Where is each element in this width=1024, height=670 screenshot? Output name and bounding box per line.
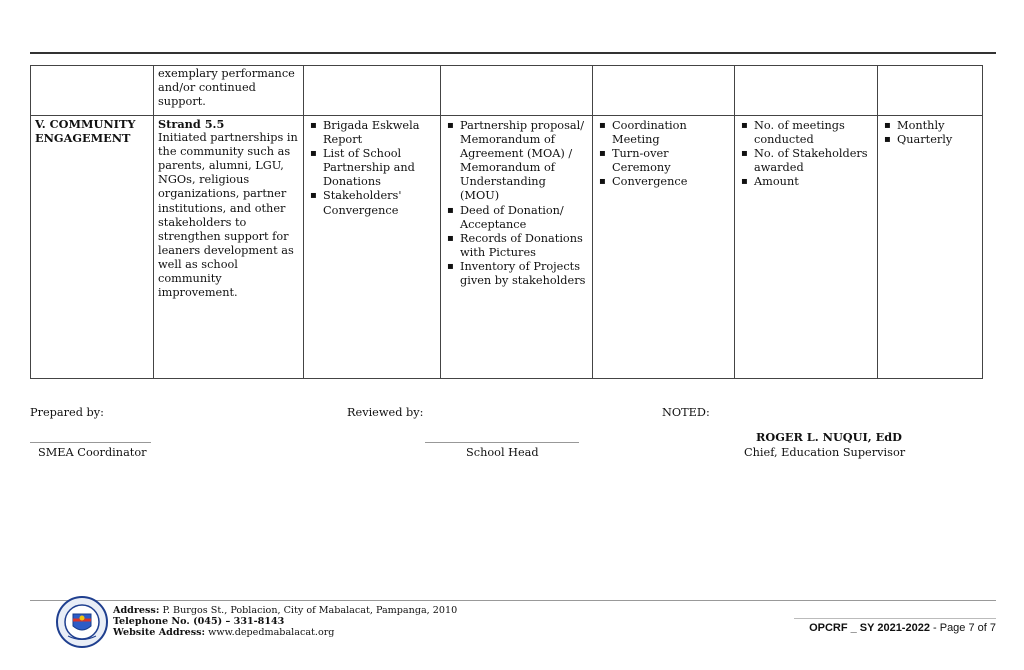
table-row [31, 66, 983, 116]
mov-cell [304, 66, 441, 116]
page-number: - Page 7 of 7 [929, 622, 996, 634]
noted-label: NOTED: [662, 406, 710, 419]
form-title: OPCRF _ SY 2021-2022 [809, 622, 930, 634]
reviewed-label: Reviewed by: [347, 406, 424, 419]
noted-name: ROGER L. NUQUI, EdD [756, 430, 902, 444]
reviewed-role: School Head [466, 446, 539, 459]
page-indicator [794, 618, 996, 637]
website-label: Website Address: [113, 627, 206, 638]
prepared-signature-line: ______________________ [30, 430, 151, 443]
list-item: ▪ List of School Partnership and Donations [308, 147, 436, 189]
doc-cell [441, 66, 593, 116]
frequency-cell [878, 66, 983, 116]
strand-cell [154, 116, 304, 379]
area-title: V. COMMUNITY ENGAGEMENT [35, 117, 136, 146]
indicator-list [739, 119, 873, 189]
telephone-text: Telephone No. (045) – 331-8143 [113, 616, 285, 627]
list-item: ▪ Amount [739, 175, 873, 189]
strand-text: exemplary performance and/or continued support. [158, 67, 295, 109]
kra-cell [31, 116, 154, 379]
list-item: ▪ Brigada Eskwela Report [308, 119, 436, 147]
list-item: ▪ Partnership proposal/ Memorandum of Agreement (MOA) / Memorandum of Understanding (MOU) [445, 119, 588, 204]
activity-cell [593, 116, 735, 379]
prepared-label: Prepared by: [30, 406, 104, 419]
list-item: ▪ Coordination Meeting [597, 119, 730, 147]
opcrf-table [30, 65, 983, 379]
list-item: ▪ Deed of Donation/ Acceptance [445, 204, 588, 232]
kra-cell [31, 66, 154, 116]
header-rule [30, 52, 996, 54]
list-item: ▪ Inventory of Projects given by stakeholders [445, 260, 588, 288]
activity-list [597, 119, 730, 189]
list-item: ▪ Stakeholders' Convergence [308, 189, 436, 217]
list-item: ▪ Quarterly [882, 133, 978, 147]
frequency-list [882, 119, 978, 147]
list-item: ▪ No. of meetings conducted [739, 119, 873, 147]
strand-cell [154, 66, 304, 116]
reviewed-signature-line: ____________________________ [425, 430, 579, 443]
strand-text: Initiated partnerships in the community such as parents, alumni, LGU, NGOs, religious organizations, partner institutions, and other stakeholders to strengthen support for leaners development as well as school community improvement. [158, 131, 298, 300]
address-text: P. Burgos St., Poblacion, City of Mabalacat, Pampanga, 2010 [162, 605, 458, 616]
noted-role: Chief, Education Supervisor [744, 446, 906, 459]
list-item: ▪ Records of Donations with Pictures [445, 232, 588, 260]
footer-address-block [113, 605, 457, 638]
list-item: ▪ No. of Stakeholders awarded [739, 147, 873, 175]
mov-list [308, 119, 436, 218]
website-text: www.depedmabalacat.org [208, 627, 335, 638]
division-seal-icon [56, 596, 108, 648]
strand-title: Strand 5.5 [158, 117, 225, 131]
indicator-cell [735, 66, 878, 116]
list-item: ▪ Turn-over Ceremony [597, 147, 730, 175]
activity-cell [593, 66, 735, 116]
list-item: ▪ Convergence [597, 175, 730, 189]
table-row [31, 116, 983, 379]
list-item: ▪ Monthly [882, 119, 978, 133]
frequency-cell [878, 116, 983, 379]
mov-cell [304, 116, 441, 379]
indicator-cell [735, 116, 878, 379]
prepared-role: SMEA Coordinator [38, 446, 147, 459]
footer-rule [30, 600, 996, 601]
doc-list [445, 119, 588, 288]
doc-cell [441, 116, 593, 379]
address-label: Address: [113, 605, 160, 616]
